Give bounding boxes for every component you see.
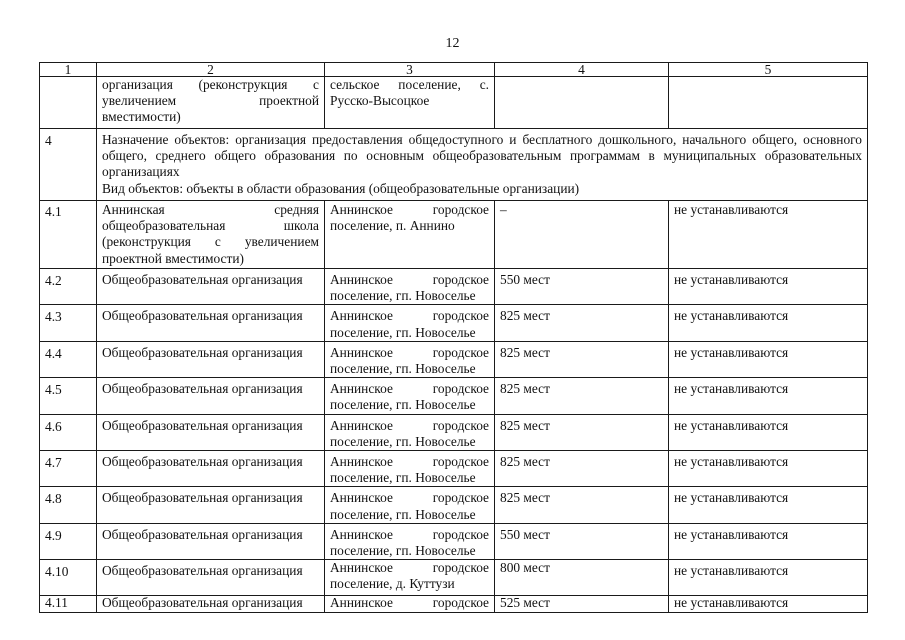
object-name-cell: организация (реконструкция с увеличением проектной вместимости) xyxy=(97,77,325,129)
table-row xyxy=(40,378,868,414)
table-row xyxy=(40,305,868,341)
capacity-cell: 550 мест xyxy=(495,523,669,559)
capacity-cell: 825 мест xyxy=(495,378,669,414)
capacity-cell xyxy=(495,77,669,129)
row-number-cell: 4.1 xyxy=(40,201,97,269)
section-description-cell xyxy=(97,129,868,201)
table-row xyxy=(40,523,868,559)
zone-cell: не устанавливаются xyxy=(669,523,868,559)
section-purpose: Назначение объектов: организация предоставления общедоступного и бесплатного дошкольного, начального общего, основного общего, среднего общего образования по основным общеобразовательным программам в муниципальных образовательных организациях xyxy=(102,132,862,180)
object-name-cell: Общеобразовательная организация xyxy=(97,341,325,377)
location-cell: Аннинское городское поселение, п. Аннино xyxy=(325,201,495,269)
object-name-cell: Общеобразовательная организация xyxy=(97,378,325,414)
location-cell: Аннинское городское поселение, гп. Новоселье xyxy=(325,305,495,341)
location-cell: Аннинское городское xyxy=(325,596,495,613)
capacity-cell: – xyxy=(495,201,669,269)
object-name-cell: Общеобразовательная организация xyxy=(97,414,325,450)
page-number: 12 xyxy=(445,36,460,51)
location-cell: Аннинское городское поселение, гп. Новоселье xyxy=(325,523,495,559)
row-number-cell xyxy=(40,77,97,129)
table-row xyxy=(40,487,868,523)
column-header: 5 xyxy=(669,63,868,77)
continuation-row xyxy=(40,77,868,129)
location-cell: Аннинское городское поселение, гп. Новоселье xyxy=(325,414,495,450)
table-row xyxy=(40,414,868,450)
zone-cell: не устанавливаются xyxy=(669,596,868,613)
object-name-cell: Общеобразовательная организация xyxy=(97,305,325,341)
section-row xyxy=(40,129,868,201)
capacity-cell: 825 мест xyxy=(495,487,669,523)
zone-cell: не устанавливаются xyxy=(669,487,868,523)
row-number-cell: 4.2 xyxy=(40,269,97,305)
object-name-cell: Общеобразовательная организация xyxy=(97,451,325,487)
table-row xyxy=(40,201,868,269)
location-cell: Аннинское городское поселение, гп. Новоселье xyxy=(325,341,495,377)
zone-cell: не устанавливаются xyxy=(669,341,868,377)
table-header-row xyxy=(40,63,868,77)
column-header: 1 xyxy=(40,63,97,77)
row-number-cell: 4.9 xyxy=(40,523,97,559)
table-row xyxy=(40,269,868,305)
zone-cell xyxy=(669,77,868,129)
location-cell: Аннинское городское поселение, гп. Новоселье xyxy=(325,487,495,523)
zone-cell: не устанавливаются xyxy=(669,378,868,414)
location-cell: Аннинское городское поселение, д. Куттузи xyxy=(325,560,495,596)
zone-cell: не устанавливаются xyxy=(669,451,868,487)
column-header: 2 xyxy=(97,63,325,77)
objects-table xyxy=(39,62,868,613)
capacity-cell: 800 мест xyxy=(495,560,669,596)
row-number-cell: 4.5 xyxy=(40,378,97,414)
row-number-cell: 4.8 xyxy=(40,487,97,523)
row-number-cell: 4.11 xyxy=(40,596,97,613)
zone-cell: не устанавливаются xyxy=(669,201,868,269)
zone-cell: не устанавливаются xyxy=(669,305,868,341)
object-name-cell: Общеобразовательная организация xyxy=(97,523,325,559)
capacity-cell: 825 мест xyxy=(495,341,669,377)
capacity-cell: 825 мест xyxy=(495,414,669,450)
table-row xyxy=(40,451,868,487)
object-name-cell: Аннинская средняя общеобразовательная школа (реконструкция с увеличением проектной вместимости) xyxy=(97,201,325,269)
row-number-cell: 4.3 xyxy=(40,305,97,341)
object-name-cell: Общеобразовательная организация xyxy=(97,269,325,305)
column-header: 3 xyxy=(325,63,495,77)
location-cell: Аннинское городское поселение, гп. Новоселье xyxy=(325,451,495,487)
section-type: Вид объектов: объекты в области образования (общеобразовательные организации) xyxy=(102,180,580,196)
location-cell: Аннинское городское поселение, гп. Новоселье xyxy=(325,378,495,414)
table-row xyxy=(40,341,868,377)
object-name-cell: Общеобразовательная организация xyxy=(97,560,325,596)
capacity-cell: 825 мест xyxy=(495,451,669,487)
zone-cell: не устанавливаются xyxy=(669,269,868,305)
capacity-cell: 525 мест xyxy=(495,596,669,613)
section-number-cell: 4 xyxy=(40,129,97,201)
object-name-cell: Общеобразовательная организация xyxy=(97,596,325,613)
row-number-cell: 4.6 xyxy=(40,414,97,450)
capacity-cell: 825 мест xyxy=(495,305,669,341)
row-number-cell: 4.10 xyxy=(40,560,97,596)
object-name-cell: Общеобразовательная организация xyxy=(97,487,325,523)
row-number-cell: 4.7 xyxy=(40,451,97,487)
zone-cell: не устанавливаются xyxy=(669,414,868,450)
table-row xyxy=(40,596,868,613)
column-header: 4 xyxy=(495,63,669,77)
table-row xyxy=(40,560,868,596)
row-number-cell: 4.4 xyxy=(40,341,97,377)
capacity-cell: 550 мест xyxy=(495,269,669,305)
zone-cell: не устанавливаются xyxy=(669,560,868,596)
location-cell: сельское поселение, с. Русско-Высоцкое xyxy=(325,77,495,129)
location-cell: Аннинское городское поселение, гп. Новоселье xyxy=(325,269,495,305)
